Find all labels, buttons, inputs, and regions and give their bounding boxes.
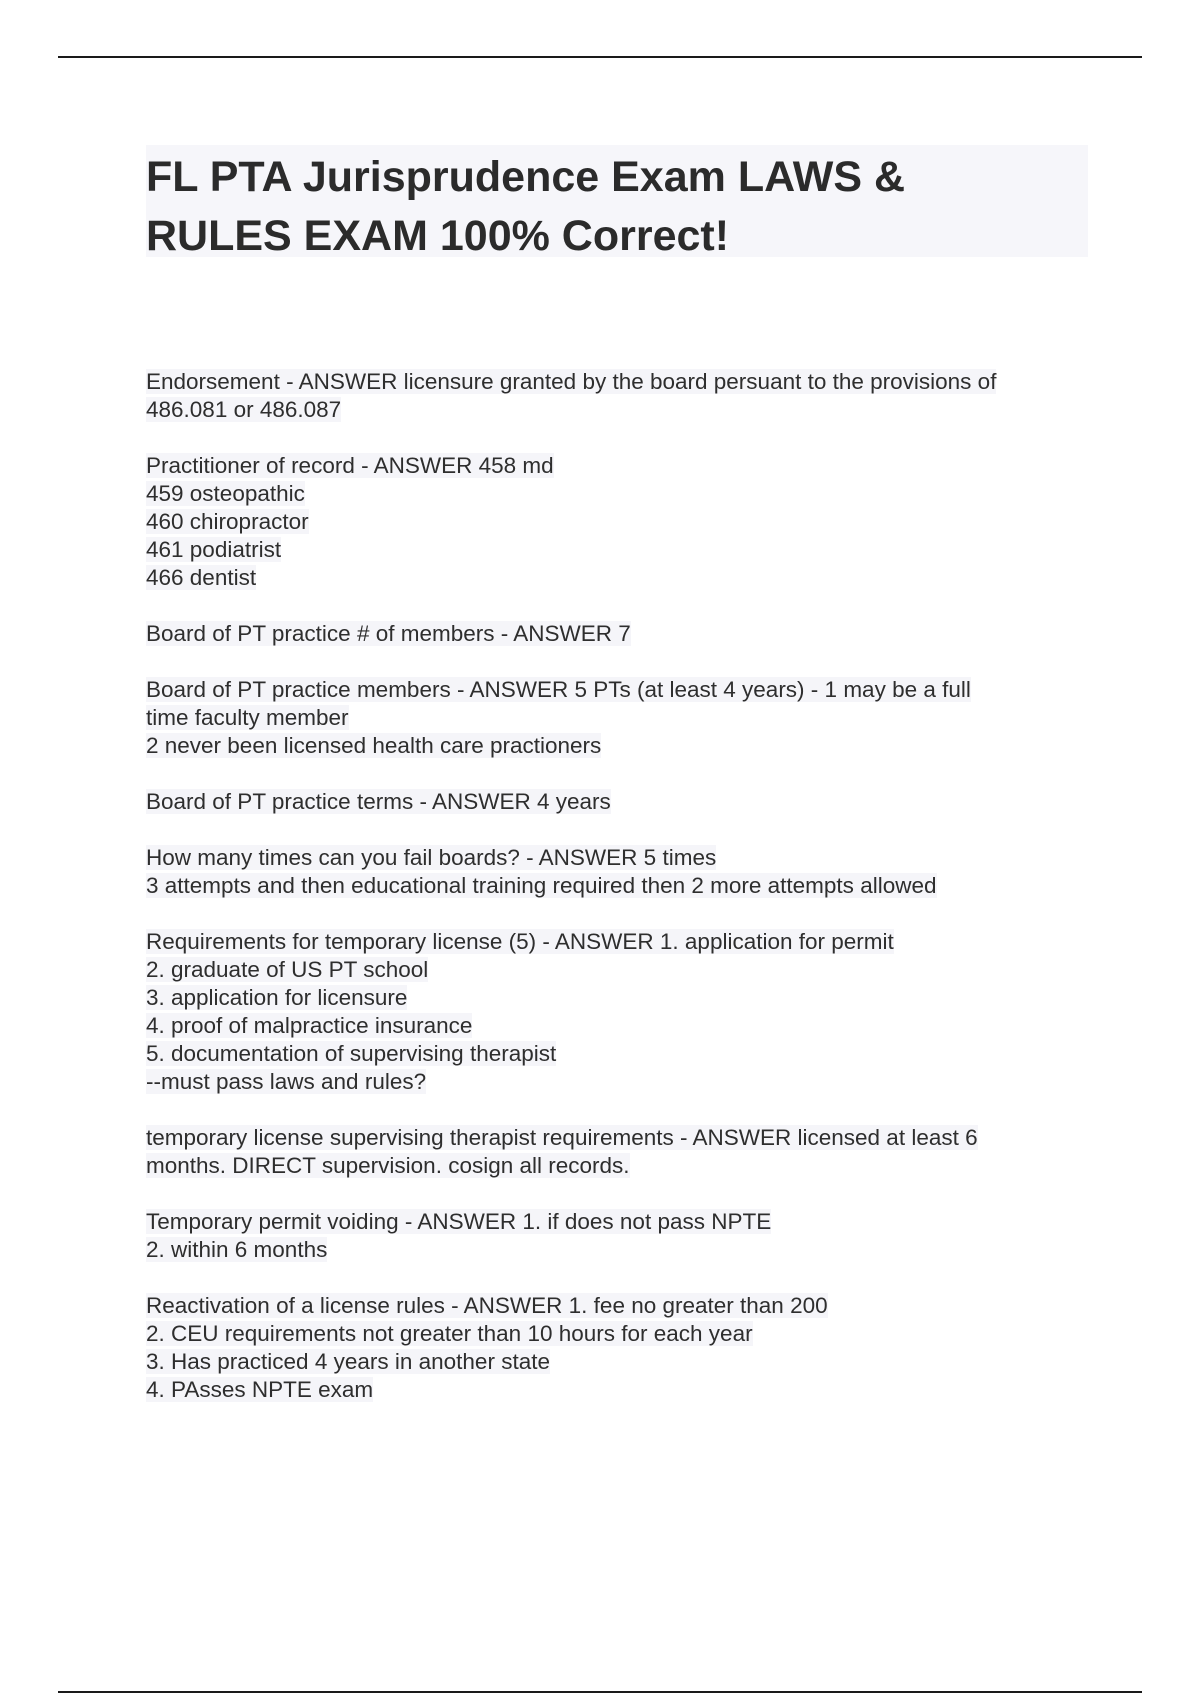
qa-entry: [146, 1292, 1086, 1404]
line-text: 2. CEU requirements not greater than 10 hours for each year: [146, 1321, 753, 1346]
qa-question-line: [146, 1208, 1086, 1236]
qa-question-line: [146, 1292, 1086, 1320]
line-text: 466 dentist: [146, 565, 257, 590]
qa-answer-line: [146, 732, 1086, 760]
bottom-divider: [58, 1691, 1142, 1693]
line-text: time faculty member: [146, 705, 349, 730]
qa-entry: [146, 1208, 1086, 1264]
line-text: 459 osteopathic: [146, 481, 305, 506]
line-text: 4. PAsses NPTE exam: [146, 1377, 374, 1402]
line-text: Board of PT practice terms - ANSWER 4 years: [146, 789, 611, 814]
line-text: Endorsement - ANSWER licensure granted by the board persuant to the provisions of: [146, 369, 997, 394]
title-line-1: FL PTA Jurisprudence Exam LAWS &: [146, 153, 906, 201]
qa-answer-line: [146, 956, 1086, 984]
line-text: Board of PT practice members - ANSWER 5 PTs (at least 4 years) - 1 may be a full: [146, 677, 971, 702]
qa-question-line: [146, 844, 1086, 872]
qa-entry: [146, 368, 1086, 424]
qa-answer-line: [146, 1152, 1086, 1180]
qa-question-line: [146, 368, 1086, 396]
qa-answer-line: [146, 396, 1086, 424]
line-text: 486.081 or 486.087: [146, 397, 342, 422]
line-text: Requirements for temporary license (5) - ANSWER 1. application for permit: [146, 929, 894, 954]
line-text: 3 attempts and then educational training required then 2 more attempts allowed: [146, 873, 937, 898]
line-text: 3. Has practiced 4 years in another state: [146, 1349, 550, 1374]
qa-answer-line: [146, 536, 1086, 564]
qa-entry: [146, 928, 1086, 1096]
qa-entry: [146, 844, 1086, 900]
line-text: 2. graduate of US PT school: [146, 957, 429, 982]
document-title: [146, 148, 1086, 266]
qa-answer-line: [146, 508, 1086, 536]
title-line-2: RULES EXAM 100% Correct!: [146, 212, 730, 260]
qa-answer-line: [146, 872, 1086, 900]
qa-entry: [146, 1124, 1086, 1180]
qa-answer-line: [146, 1040, 1086, 1068]
qa-question-line: [146, 620, 1086, 648]
qa-entry: [146, 676, 1086, 760]
line-text: months. DIRECT supervision. cosign all records.: [146, 1153, 630, 1178]
top-divider: [58, 56, 1142, 58]
qa-answer-line: [146, 1068, 1086, 1096]
qa-answer-line: [146, 984, 1086, 1012]
qa-answer-line: [146, 704, 1086, 732]
line-text: 461 podiatrist: [146, 537, 282, 562]
qa-question-line: [146, 1124, 1086, 1152]
qa-question-line: [146, 788, 1086, 816]
qa-entry: [146, 620, 1086, 648]
line-text: 460 chiropractor: [146, 509, 309, 534]
qa-answer-line: [146, 1236, 1086, 1264]
line-text: 4. proof of malpractice insurance: [146, 1013, 473, 1038]
qa-answer-line: [146, 1012, 1086, 1040]
line-text: Temporary permit voiding - ANSWER 1. if does not pass NPTE: [146, 1209, 772, 1234]
line-text: 2 never been licensed health care practioners: [146, 733, 602, 758]
qa-answer-line: [146, 1320, 1086, 1348]
qa-answer-line: [146, 480, 1086, 508]
line-text: 5. documentation of supervising therapist: [146, 1041, 557, 1066]
line-text: temporary license supervising therapist requirements - ANSWER licensed at least 6: [146, 1125, 978, 1150]
qa-answer-line: [146, 1376, 1086, 1404]
line-text: --must pass laws and rules?: [146, 1069, 427, 1094]
qa-answer-line: [146, 1348, 1086, 1376]
qa-entry: [146, 452, 1086, 592]
qa-question-line: [146, 452, 1086, 480]
qa-list: [146, 368, 1086, 1432]
qa-answer-line: [146, 564, 1086, 592]
line-text: Practitioner of record - ANSWER 458 md: [146, 453, 554, 478]
qa-question-line: [146, 676, 1086, 704]
line-text: How many times can you fail boards? - ANSWER 5 times: [146, 845, 717, 870]
line-text: Reactivation of a license rules - ANSWER 1. fee no greater than 200: [146, 1293, 828, 1318]
qa-question-line: [146, 928, 1086, 956]
qa-entry: [146, 788, 1086, 816]
line-text: 2. within 6 months: [146, 1237, 328, 1262]
line-text: Board of PT practice # of members - ANSWER 7: [146, 621, 631, 646]
line-text: 3. application for licensure: [146, 985, 408, 1010]
